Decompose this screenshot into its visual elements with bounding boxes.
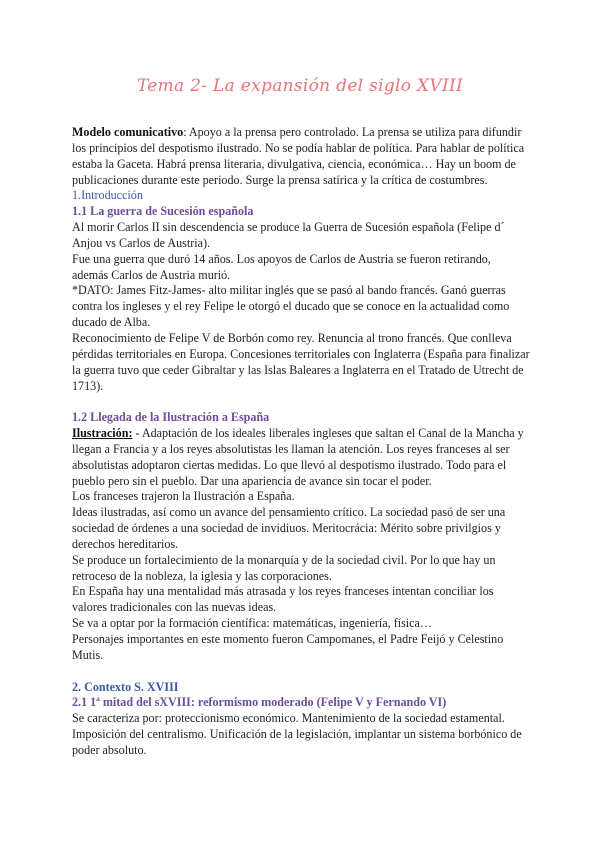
document-title: Tema 2- La expansión del siglo XVIII [136, 76, 464, 96]
spacer [72, 664, 530, 680]
section-1-2-paragraph-5: Se va a optar por la formación científica: matemáticas, ingeniería, física… [72, 616, 432, 631]
ilustracion-paragraph [72, 426, 530, 489]
section-1-2-paragraph-1: Los franceses trajeron la Ilustración a España. [72, 489, 295, 504]
section-1-1-paragraph-4: Reconocimiento de Felipe V de Borbón como rey. Renuncia al trono francés. Que conlleva pérdidas territoriales en Europa. Concesiones territoriales con Inglaterra (España para finalizar la guerra tuvo que ceder Gibraltar y las Islas Baleares a Inglaterra en el Tratado de Utrecht de 1713). [72, 330, 530, 393]
spacer [72, 394, 530, 410]
section-1-heading: 1.Introducción [72, 188, 143, 203]
section-2-1-heading: 2.1 1ª mitad del sXVIII: reformismo moderado (Felipe V y Fernando VI) [72, 695, 447, 710]
intro-text: : Apoyo a la prensa pero controlado. La prensa se utiliza para difundir los principios del despotismo ilustrado. No se podía hablar de política. Para hablar de política estaba la Gaceta. Habrá prensa literaria, divulgativa, ciencia, económica… Hay un boom de publicaciones durante este periodo. Surge la prensa satírica y la crítica de costumbres. [72, 125, 525, 187]
intro-label: Modelo comunicativo [72, 125, 184, 139]
section-2-heading: 2. Contexto S. XVIII [72, 679, 179, 694]
ilustracion-text: - Adaptación de los ideales liberales ingleses que saltan el Canal de la Mancha y llegan a Francia y a los reyes absolutistas les llaman la atención. Los reyes franceses al ser absolutistas adoptaron ciertas medidas. Lo que llevó al despotismo ilustrado. Todo para el pueblo pero sin el pueblo. Dar una apariencia de avance sin tocar el poder. [72, 426, 524, 488]
section-1-1-paragraph-2: Fue una guerra que duró 14 años. Los apoyos de Carlos de Austria se fueron retirando, además Carlos de Austria murió. [72, 251, 491, 282]
section-1-1-paragraph-1: Al morir Carlos II sin descendencia se produce la Guerra de Sucesión española (Felipe d´ Anjou vs Carlos de Austria). [72, 220, 505, 250]
ilustracion-label: Ilustración: [72, 426, 133, 441]
section-1-2-paragraph-3: Se produce un fortalecimiento de la monarquía y de la sociedad civil. Por lo que hay un retroceso de la nobleza, la iglesia y las corporaciones. [72, 552, 496, 583]
section-1-2-paragraph-4: En España hay una mentalidad más atrasada y los reyes franceses intentan conciliar los valores tradicionales con las nuevas ideas. [72, 584, 494, 615]
intro-paragraph [72, 125, 530, 188]
section-1-2-paragraph-6: Personajes importantes en este momento fueron Campomanes, el Padre Feijó y Celestino Mutis. [72, 632, 504, 662]
section-1-1-heading: 1.1 La guerra de Sucesión española [72, 204, 254, 219]
section-1-2-paragraph-2: Ideas ilustradas, así como un avance del pensamiento crítico. La sociedad pasó de ser una sociedad de órdenes a una sociedad de invidiuos. Meritocrácia: Mérito sobre privilgios y derechos hereditarios. [72, 505, 506, 551]
section-2-1-paragraph-1: Se caracteriza por: proteccionismo económico. Mantenimiento de la sociedad estamental. Imposición del centralismo. Unificación de la legislación, implantar un sistema borbónico de poder absoluto. [72, 711, 522, 757]
section-1-1-dato: *DATO: James Fitz-James- alto militar inglés que se pasó al bando francés. Ganó guerras contra los ingleses y el rey Felipe le otorgó el ducado que se conoce en la actualidad como ducado de Alba. [72, 283, 510, 330]
section-1-2-heading: 1.2 Llegada de la Ilustración a España [72, 410, 270, 425]
document-body [72, 125, 530, 759]
